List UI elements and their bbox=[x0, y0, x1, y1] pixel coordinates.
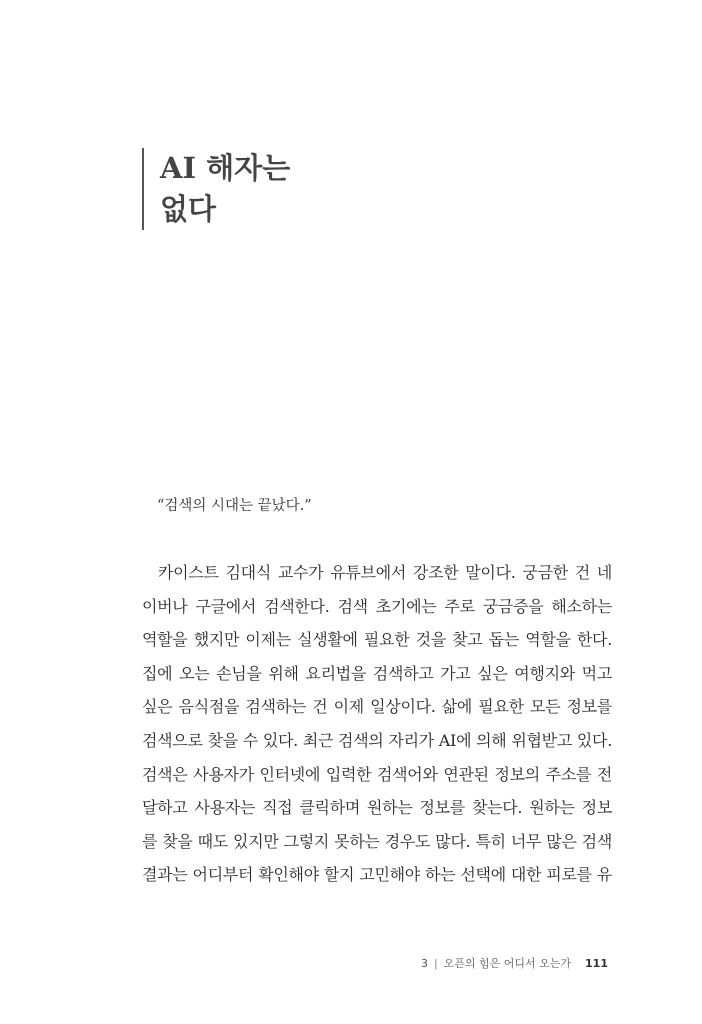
opening-quote: “검색의 시대는 끝났다.” bbox=[157, 498, 312, 514]
page-footer bbox=[421, 955, 608, 971]
body-paragraph bbox=[142, 556, 612, 892]
body-line: 싶은 음식점을 검색하는 건 이제 일상이다. 삶에 필요한 모든 정보를 bbox=[142, 697, 612, 717]
body-line: 이버나 구글에서 검색한다. 검색 초기에는 주로 궁금증을 해소하는 bbox=[142, 596, 612, 616]
body-line: 역할을 했지만 이제는 실생활에 필요한 것을 찾고 돕는 역할을 한다. bbox=[142, 630, 612, 650]
body-line: 결과는 어디부터 확인해야 할지 고민해야 하는 선택에 대한 피로를 유 bbox=[142, 865, 612, 885]
body-line: 검색은 사용자가 인터넷에 입력한 검색어와 연관된 정보의 주소를 전 bbox=[142, 764, 612, 784]
footer-chapter-title: 오픈의 힘은 어디서 오는가 bbox=[443, 957, 572, 970]
body-line: 달하고 사용자는 직접 클릭하며 원하는 정보를 찾는다. 원하는 정보 bbox=[142, 798, 612, 818]
chapter-title-line-1: AI 해자는 bbox=[160, 151, 291, 185]
body-line: 카이스트 김대식 교수가 유튜브에서 강조한 말이다. 궁금한 건 네 bbox=[158, 563, 612, 582]
footer-chapter-number: 3 bbox=[420, 956, 428, 970]
page-number: 111 bbox=[585, 956, 608, 970]
body-line: 집에 오는 손님을 위해 요리법을 검색하고 가고 싶은 여행지와 먹고 bbox=[142, 663, 612, 683]
body-line: 검색으로 찾을 수 있다. 최근 검색의 자리가 AI에 의해 위협받고 있다. bbox=[142, 730, 612, 750]
footer-separator: | bbox=[433, 956, 438, 970]
chapter-title-line-2: 없다 bbox=[160, 192, 217, 226]
chapter-title bbox=[142, 148, 290, 230]
body-line: 를 찾을 때도 있지만 그렇지 못하는 경우도 많다. 특히 너무 많은 검색 bbox=[142, 831, 612, 851]
